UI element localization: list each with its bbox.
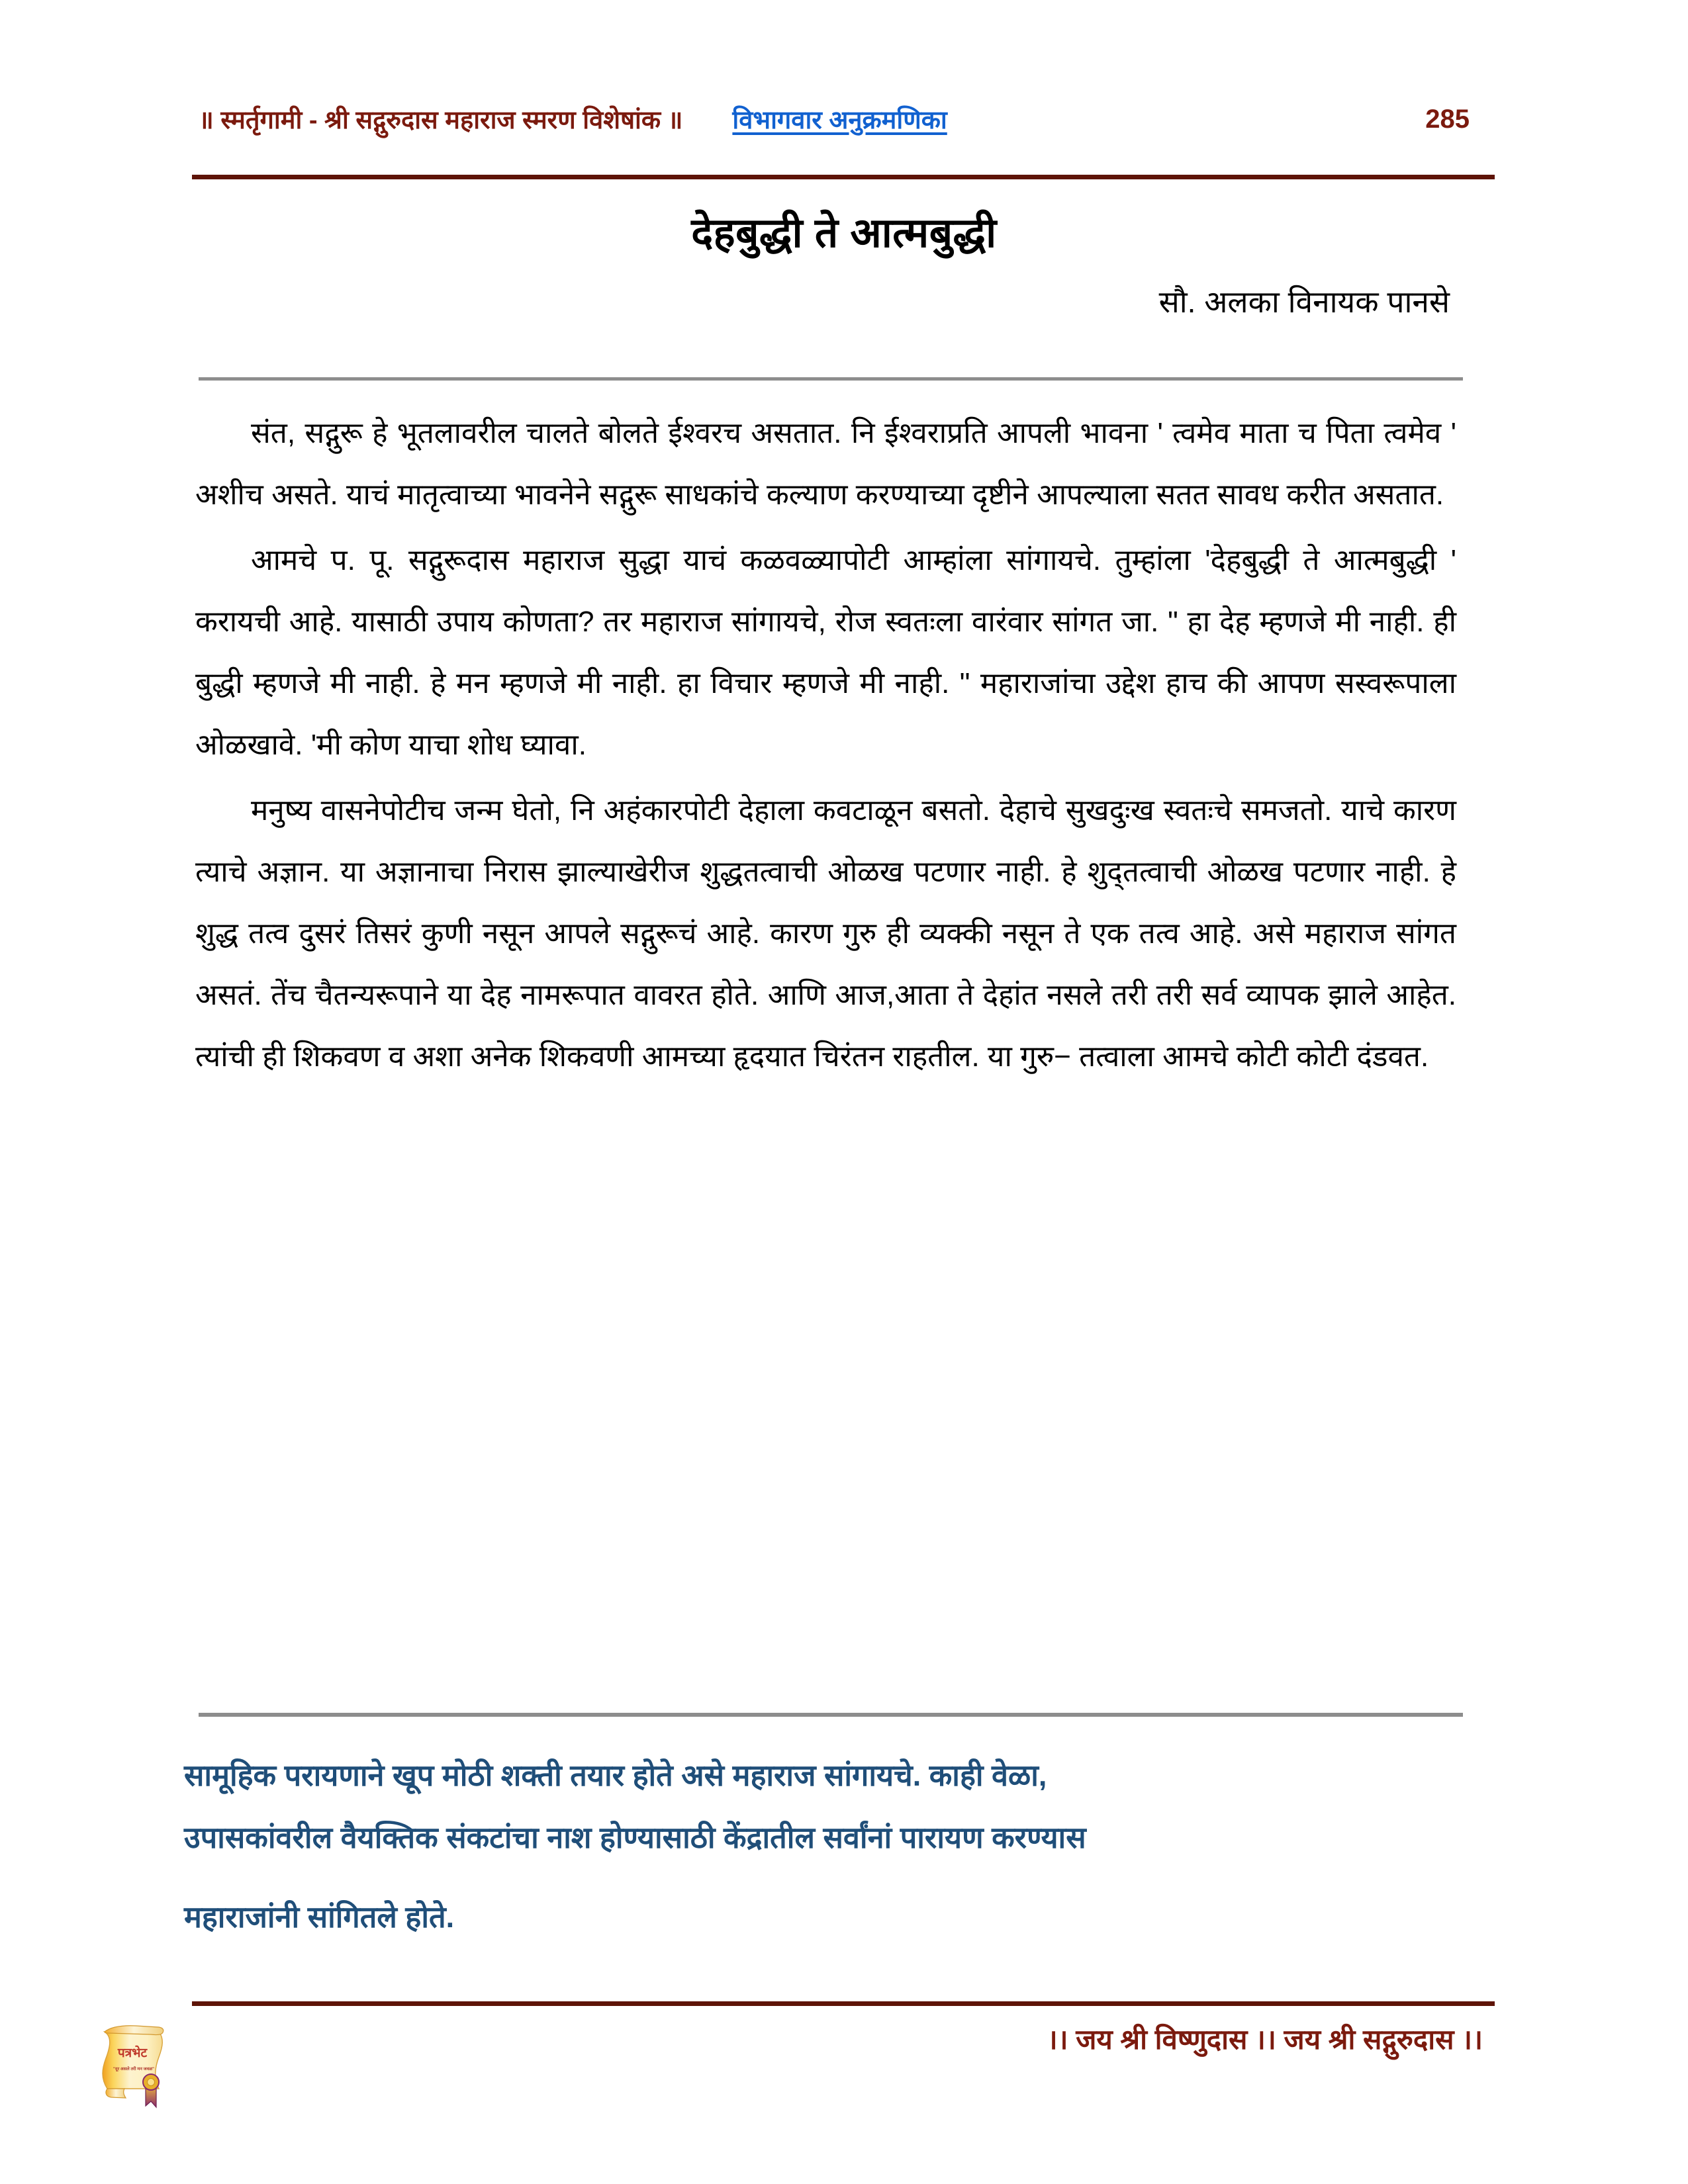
note-line: सामूहिक परायणाने खूप मोठी शक्ती तयार होते असे महाराज सांगायचे. काही वेळा, (184, 1758, 1047, 1792)
index-link[interactable]: विभागवार अनुक्रमणिका (732, 107, 947, 134)
note-divider (199, 1713, 1463, 1717)
highlight-note (184, 1745, 1475, 1948)
article-title: देहबुद्धी ते आत्मबुद्धी (691, 210, 997, 256)
header-publication-title: ॥ स्मर्तृगामी - श्री सद्गुरुदास महाराज स्मरण विशेषांक ॥ (199, 107, 683, 134)
body-paragraph: आमचे प. पू. सद्गुरूदास महाराज सुद्धा याचं कळवळ्यापोटी आम्हांला सांगायचे. तुम्हांला 'देहबुद्धी ते आत्मबुद्धी ' करायची आहे. यासाठी उपाय कोणता? तर महाराज सांगायचे, रोज स्वतःला वारंवार सांगत जा. " हा देह म्हणजे मी नाही. ही बुद्धी म्हणजे मी नाही. हे मन म्हणजे मी नाही. हा विचार म्हणजे मी नाही. " महाराजांचा उद्देश हाच की आपण सस्वरूपाला ओळखावे. 'मी कोण याचा शोध घ्यावा. (195, 544, 1456, 761)
scroll-icon (85, 2017, 184, 2123)
footer-divider (192, 2001, 1495, 2006)
logo-tagline: "दूर असले तरी मन जवळ" (113, 2067, 155, 2071)
article-author: सौ. अलका विनायक पानसे (1158, 285, 1450, 319)
logo-wordmark: पत्रभेट (117, 2046, 148, 2060)
note-line: महाराजांनी सांगितले होते. (184, 1900, 455, 1934)
body-paragraph: मनुष्य वासनेपोटीच जन्म घेतो, नि अहंकारपोटी देहाला कवटाळून बसतो. देहाचे सुखदुःख स्वतःचे समजतो. याचे कारण त्याचे अज्ञान. या अज्ञानाचा निरास झाल्याखेरीज शुद्धतत्वाची ओळख पटणार नाही. हे शुद्तत्वाची ओळख पटणार नाही. हे शुद्ध तत्व दुसरं तिसरं कुणी नसून आपले सद्गुरूचं आहे. कारण गुरु ही व्यक्की नसून ते एक तत्व आहे. असे महाराज सांगत असतं. तेंच चैतन्यरूपाने या देह नामरूपात वावरत होते. आणि आज,आता ते देहांत नसले तरी तरी सर्व व्यापक झाले आहेत. त्यांची ही शिकवण व अशा अनेक शिकवणी आमच्या हृदयात चिरंतन राहतील. या गुरु− तत्वाला आमचे कोटी कोटी दंडवत. (195, 794, 1456, 1073)
body-paragraph: संत, सद्गुरू हे भूतलावरील चालते बोलते ईश्वरच असतात. नि ईश्वराप्रति आपली भावना ' त्वमेव माता च पिता त्वमेव ' अशीच असते. याचं मातृत्वाच्या भावनेने सद्गुरू साधकांचे कल्याण करण्याच्या दृष्टीने आपल्याला सतत सावध करीत असतात. (195, 417, 1456, 511)
page-number: 285 (1425, 104, 1470, 134)
note-line: उपासकांवरील वैयक्तिक संकटांचा नाश होण्यासाठी केंद्रातील सर्वांनां पारायण करण्यास (184, 1821, 1086, 1854)
header-divider (192, 175, 1495, 179)
footer-blessing: ।। जय श्री विष्णुदास ।। जय श्री सद्गुरुदास ।। (1047, 2024, 1483, 2055)
title-divider (199, 377, 1463, 381)
patrabhet-logo (85, 2017, 184, 2123)
article-body (195, 402, 1456, 1087)
page-header (199, 93, 1489, 146)
